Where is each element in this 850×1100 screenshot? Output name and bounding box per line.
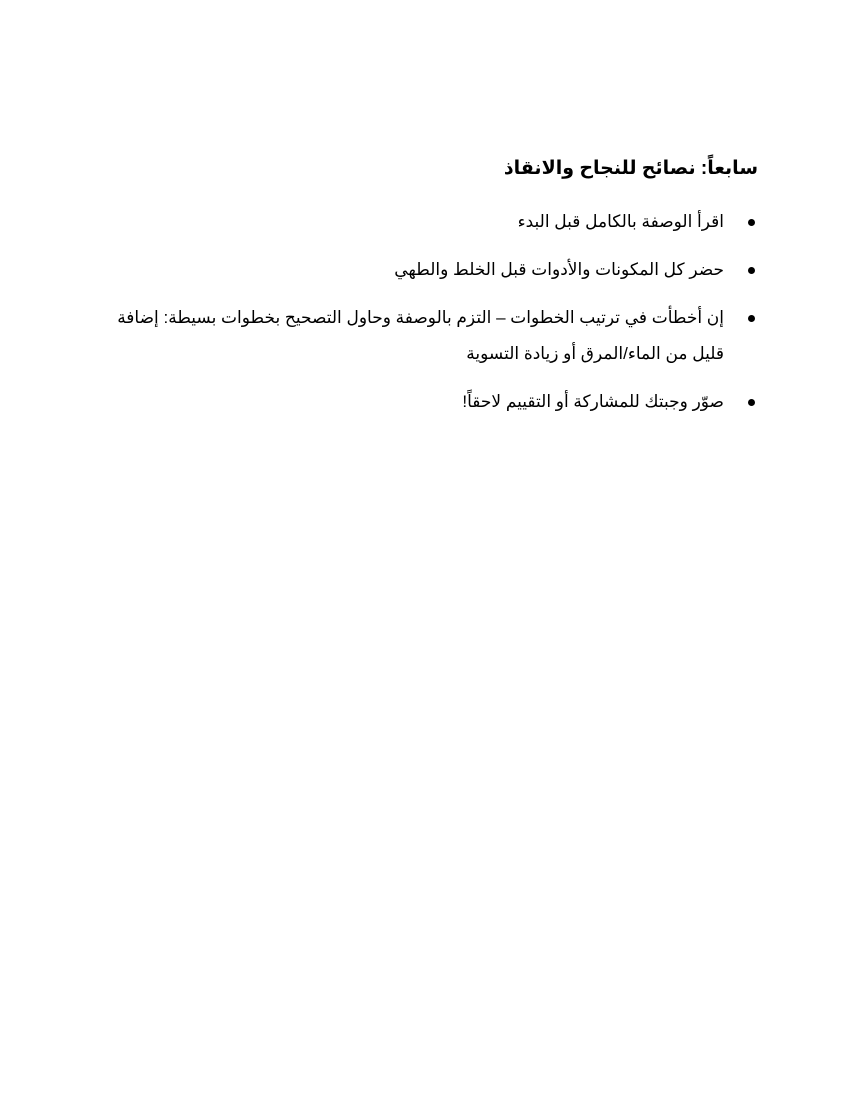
tip-text: إن أخطأت في ترتيب الخطوات – التزم بالوصفة وحاول التصحيح بخطوات بسيطة: إضافة قليل من الماء/المرق أو زيادة التسوية	[117, 308, 724, 363]
list-item	[108, 384, 758, 420]
list-item	[108, 300, 758, 372]
tip-text: صوّر وجبتك للمشاركة أو التقييم لاحقاً!	[462, 392, 724, 411]
bullet-dot-icon	[744, 204, 758, 240]
section-heading: سابعاً: نصائح للنجاح والانقاذ	[503, 158, 758, 179]
tips-list	[108, 204, 758, 420]
list-item	[108, 204, 758, 240]
tips-section	[108, 150, 758, 432]
bullet-dot-icon	[744, 384, 758, 420]
bullet-dot-icon	[744, 252, 758, 288]
tip-text: حضر كل المكونات والأدوات قبل الخلط والطهي	[394, 260, 724, 279]
tip-text: اقرأ الوصفة بالكامل قبل البدء	[517, 212, 724, 231]
list-item	[108, 252, 758, 288]
bullet-dot-icon	[744, 300, 758, 336]
